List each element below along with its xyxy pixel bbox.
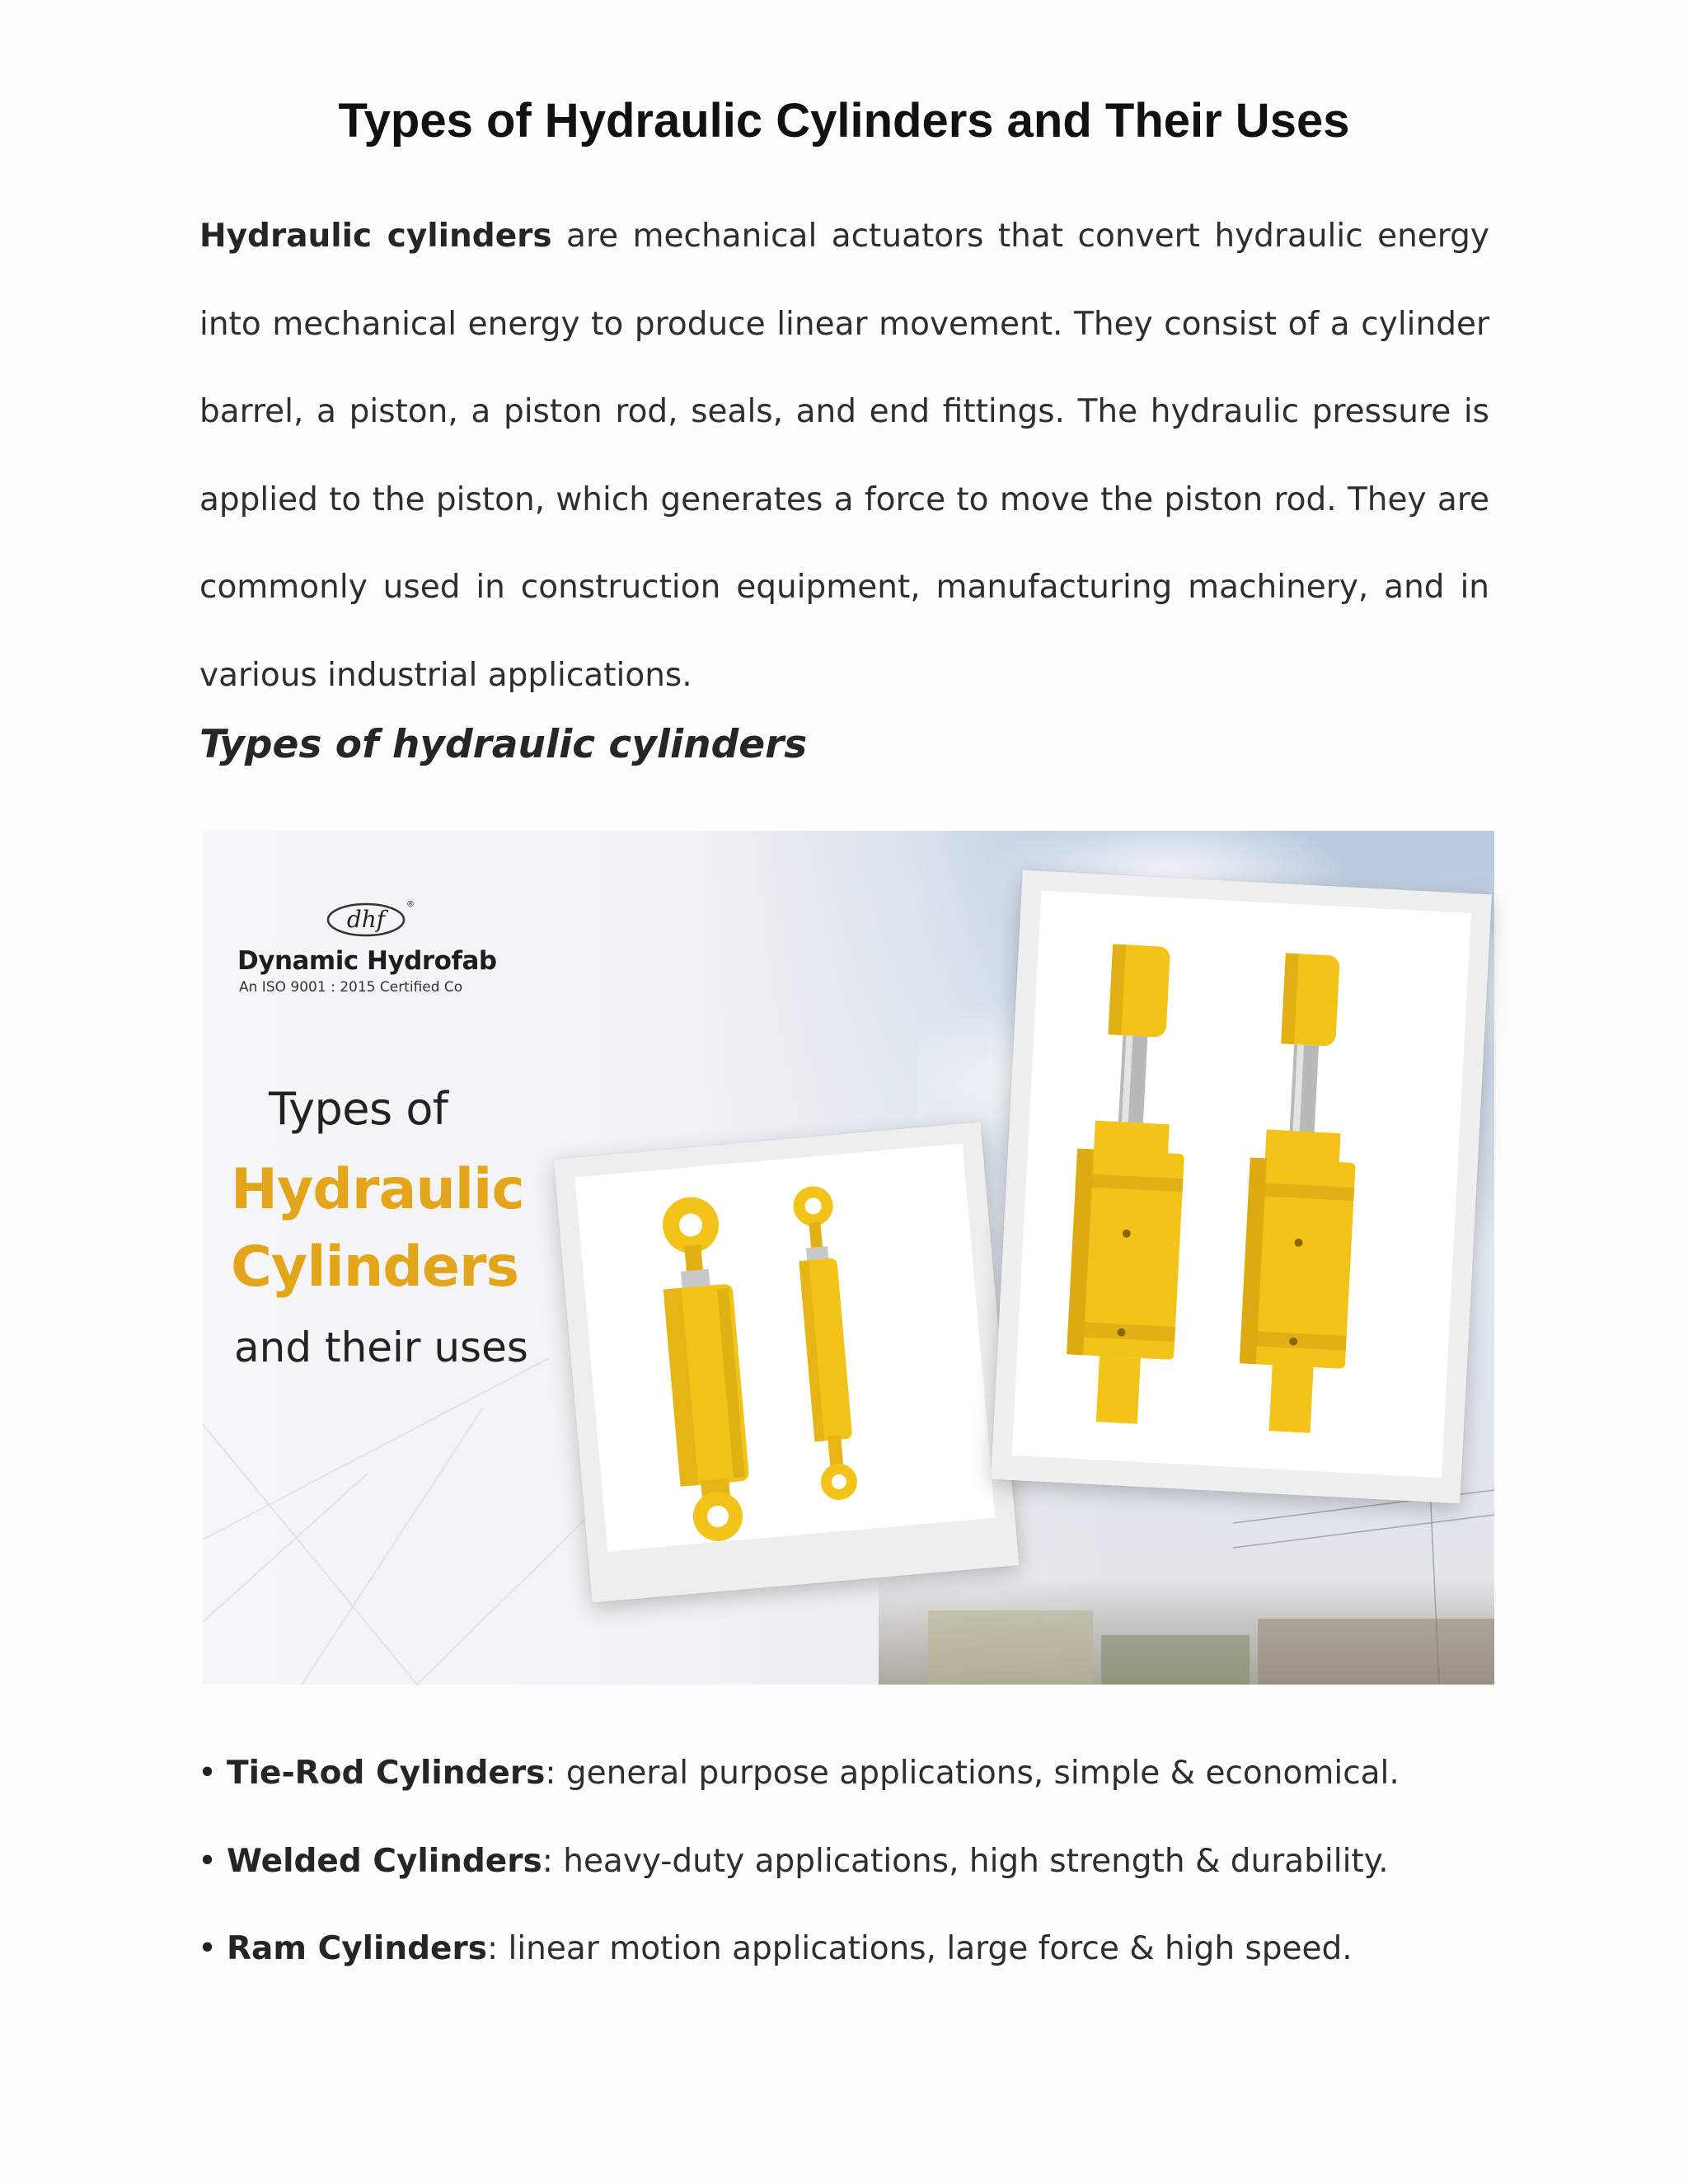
- cylinder-types-list: [198, 1730, 1500, 1994]
- list-item-term: Welded Cylinders: [227, 1842, 542, 1880]
- banner-heading-line-4: and their uses: [234, 1324, 528, 1371]
- bullet-icon: •: [198, 1842, 218, 1880]
- building-shape: [1101, 1635, 1250, 1685]
- company-logo: [325, 897, 415, 938]
- large-cylinder: [655, 1194, 754, 1544]
- list-item: [198, 1818, 1500, 1906]
- banner-heading-line-1: Types of: [269, 1083, 448, 1135]
- building-shape: [928, 1610, 1093, 1685]
- list-item: [198, 1905, 1500, 1994]
- page-title: Types of Hydraulic Cylinders and Their Uses: [338, 94, 1350, 148]
- tie-rod-cylinder-left: [1063, 943, 1195, 1426]
- list-item-text: : linear motion applications, large force & high speed.: [486, 1930, 1353, 1967]
- photo-frame: [574, 1143, 995, 1551]
- company-name: Dynamic Hydrofab: [237, 946, 497, 976]
- intro-text: are mechanical actuators that convert hydraulic energy into mechanical energy to produce linear movement. They consist of a cylinder barrel, a piston, a piston rod, seals, and end fittings. The hydraulic pressure is applied to the piston, which generates a force to move the piston rod. They are commonly used in construction equipment, manufacturing machinery, and in various industrial applications.: [199, 218, 1489, 694]
- banner-image: [203, 831, 1494, 1685]
- bullet-icon: •: [198, 1755, 218, 1792]
- bullet-icon: •: [198, 1930, 218, 1967]
- tie-rod-cylinder-right: [1236, 952, 1367, 1435]
- section-heading: Types of hydraulic cylinders: [199, 722, 808, 767]
- list-item-term: Ram Cylinders: [227, 1930, 487, 1967]
- logo-text: dhf: [346, 906, 386, 933]
- intro-paragraph: [199, 193, 1489, 719]
- intro-term: Hydraulic cylinders: [199, 218, 552, 255]
- registered-mark: ®: [406, 900, 415, 909]
- slim-cylinder: [792, 1184, 859, 1502]
- certification-text: An ISO 9001 : 2015 Certified Co: [239, 979, 463, 996]
- list-item-text: : heavy-duty applications, high strength & durability.: [542, 1842, 1389, 1880]
- building-shape: [1258, 1619, 1494, 1685]
- banner-heading-line-2: Hydraulic: [231, 1157, 524, 1222]
- photo-card-welded-cylinders: [553, 1122, 1019, 1602]
- cylinder-illustration: [1012, 891, 1471, 1478]
- list-item-term: Tie-Rod Cylinders: [227, 1755, 546, 1792]
- photo-card-tie-rod-cylinders: [991, 870, 1492, 1504]
- photo-frame: [1012, 891, 1471, 1478]
- banner-heading-line-3: Cylinders: [231, 1235, 519, 1300]
- cylinder-illustration: [574, 1143, 995, 1551]
- list-item-text: : general purpose applications, simple & economical.: [545, 1755, 1400, 1792]
- list-item: [198, 1730, 1500, 1818]
